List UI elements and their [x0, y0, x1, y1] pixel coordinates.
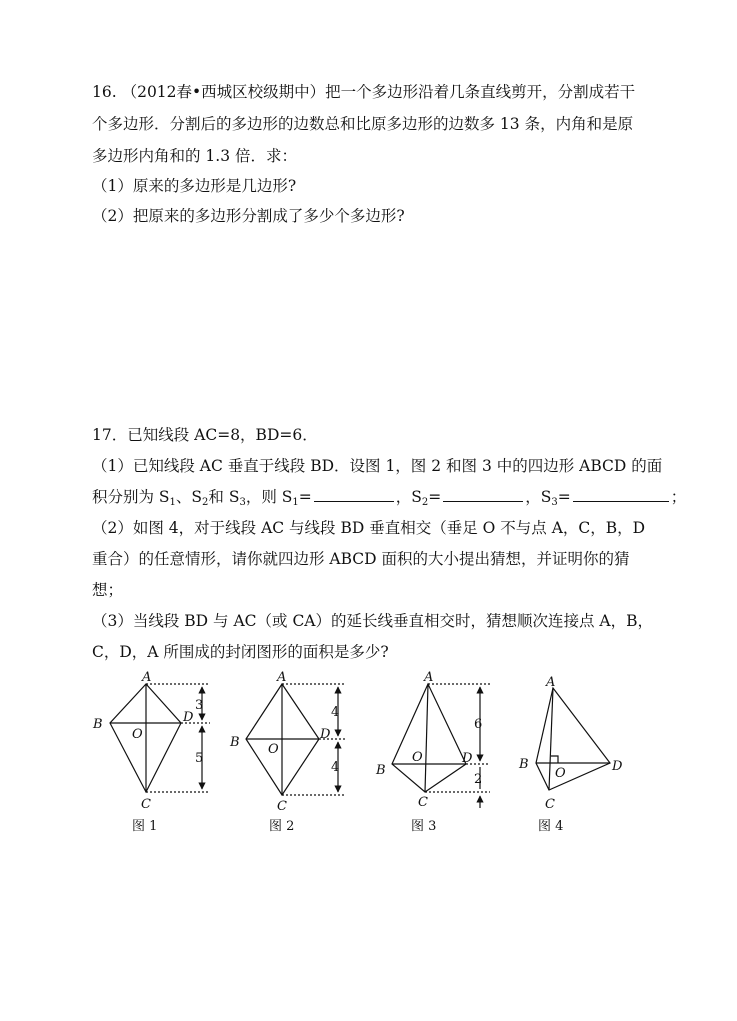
fig3-diagonal-ac — [425, 684, 428, 792]
sub-1: 1 — [169, 497, 176, 508]
q16-line-1: 16. （2012春•西城区校级期中）把一个多边形沿着几条直线剪开，分割成若干 — [92, 83, 636, 101]
fig4-label-b: B — [519, 757, 529, 772]
fig3-quadrilateral — [392, 684, 466, 792]
fig1-dim-bottom: 5 — [195, 751, 204, 766]
fig4-label-a: A — [546, 675, 556, 690]
q16-line-2: 个多边形．分割后的多边形的边数总和比原多边形的边数多 13 条，内角和是原 — [92, 115, 634, 133]
fig3-caption: 图 3 — [411, 819, 437, 834]
fig2-label-c: C — [277, 799, 287, 814]
fig4-quadrilateral — [536, 688, 610, 790]
figure-4 — [536, 688, 610, 790]
text-then: ，则 S — [245, 488, 293, 506]
q17-line-8: C，D，A 所围成的封闭图形的面积是多少? — [92, 643, 389, 661]
fig3-label-d: D — [462, 751, 473, 766]
figure-3 — [392, 684, 490, 808]
q17-line-1: 17．已知线段 AC=8，BD=6． — [92, 426, 318, 444]
fig3-label-b: B — [376, 763, 386, 778]
text-eq-3: = — [557, 488, 571, 506]
q16-line-3: 多边形内角和的 1.3 倍．求： — [92, 147, 298, 165]
fig3-dim-top: 6 — [474, 717, 483, 732]
fig2-dim-top: 4 — [331, 705, 340, 720]
fig1-dim-top: 3 — [195, 698, 204, 713]
sub-2: 2 — [202, 497, 209, 508]
fig4-label-d: D — [612, 759, 623, 774]
q17-line-5: 重合）的任意情形，请你就四边形 ABCD 面积的大小提出猜想，并证明你的猜 — [92, 550, 630, 568]
q17-line-4: （2）如图 4，对于线段 AC 与线段 BD 垂直相交（垂足 O 不与点 A，C，B，D — [92, 519, 646, 537]
figure-2 — [246, 684, 346, 795]
fig4-caption: 图 4 — [538, 819, 564, 834]
fig2-label-a: A — [277, 670, 287, 685]
sub-s2: 2 — [421, 497, 429, 508]
q17-line-6: 想； — [92, 581, 124, 599]
fig2-label-d: D — [320, 727, 331, 742]
fig2-label-o: O — [268, 742, 279, 757]
fig4-right-angle-mark — [551, 756, 558, 763]
text-comma-2: ，S — [525, 488, 552, 506]
fig3-dim-bottom: 2 — [474, 772, 483, 787]
sub-s1: 1 — [292, 497, 299, 508]
q17-line-7: （3）当线段 BD 与 AC（或 CA）的延长线垂直相交时，猜想顺次连接点 A，B， — [92, 612, 654, 630]
fig1-label-c: C — [141, 797, 151, 812]
sub-s3: 3 — [551, 497, 558, 508]
text-semi: ； — [670, 488, 687, 506]
q17-line-2: （1）已知线段 AC 垂直于线段 BD．设图 1，图 2 和图 3 中的四边形 ABCD 的面 — [92, 457, 663, 475]
text-sep: 、S — [175, 488, 203, 506]
fig2-label-b: B — [230, 735, 240, 750]
fig1-caption: 图 1 — [132, 819, 158, 834]
text-and: 和 S — [208, 488, 240, 506]
fig1-label-b: B — [93, 717, 103, 732]
sub-3: 3 — [239, 497, 246, 508]
text-eq-1: = — [298, 488, 312, 506]
fig3-label-c: C — [418, 795, 428, 810]
fig4-label-o: O — [555, 766, 566, 781]
q16-part-1: （1）原来的多边形是几边形? — [92, 177, 297, 195]
fig3-label-o: O — [412, 750, 423, 765]
text-comma-1: ，S — [395, 488, 422, 506]
fig2-caption: 图 2 — [269, 819, 295, 834]
fig4-label-c: C — [545, 797, 555, 812]
text-area-intro: 积分别为 S — [92, 488, 170, 506]
fig3-label-a: A — [424, 670, 434, 685]
q16-part-2: （2）把原来的多边形分割成了多少个多边形? — [92, 207, 405, 225]
fig1-label-d: D — [183, 710, 194, 725]
text-eq-2: = — [428, 488, 442, 506]
fig2-dim-bottom: 4 — [331, 760, 340, 775]
fig1-label-o: O — [132, 727, 143, 742]
fig1-label-a: A — [142, 670, 152, 685]
